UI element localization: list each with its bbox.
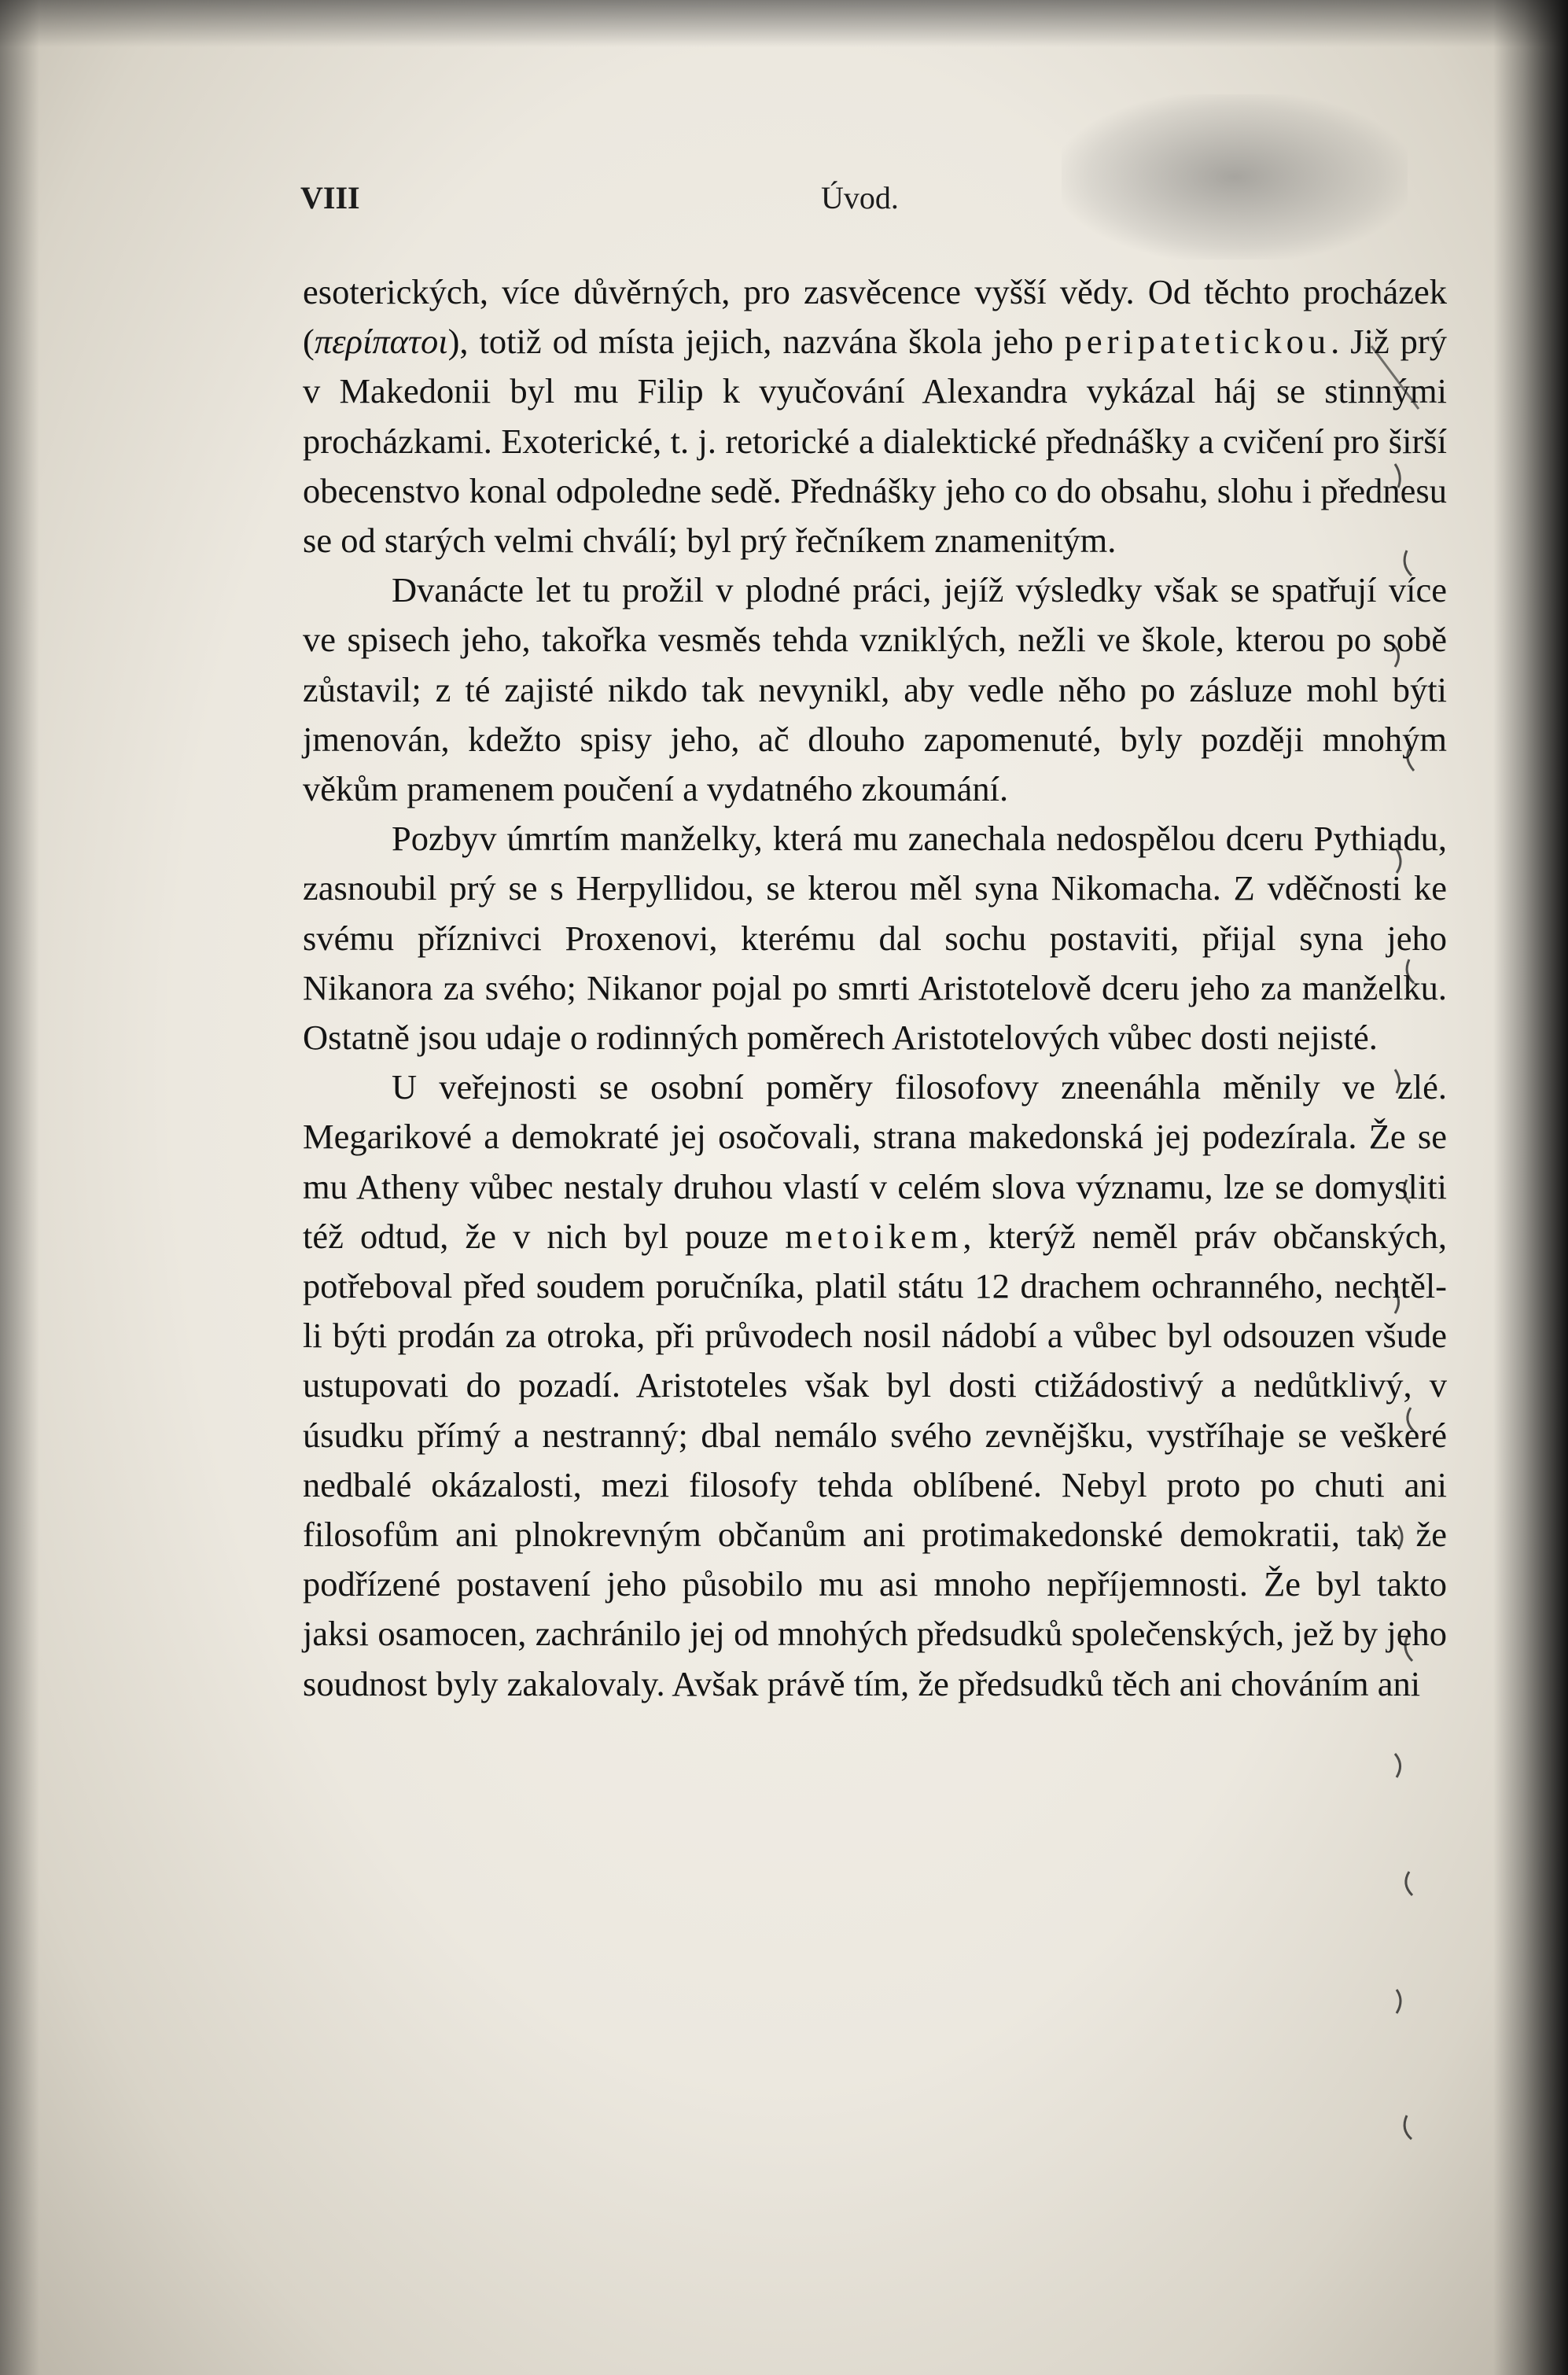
text-run: ), totiž od místa jejich, nazvána škola jeho [447, 322, 1065, 362]
spaced-emphasis: metoikem [785, 1216, 963, 1256]
text-run: . Již prý v Makedonii byl mu Filip k vyučování Alexandra vykázal háj se stinnými procházkami. Exoterické, t. j. retorické a dialektické přednášky a cvičení pro širší obecenstvo konal odpoledne sedě. Přednášky jeho co do obsahu, slohu i přednesu se od starých velmi chválí; byl prý řečníkem znamenitým. [303, 322, 1447, 561]
scan-shadow-left [0, 0, 39, 2375]
ink-bleed-smudge [1062, 94, 1408, 260]
greek-term: περίπατοι [314, 322, 448, 362]
text-run: , kterýž neměl práv občanských, potřeboval před soudem poručníka, platil státu 12 drachem ochranného, nechtěl-li býti prodán za otroka, při průvodech nosil nádobí a vůbec byl odsouzen všude ustupovati do pozadí. Aristoteles však byl dosti ctižádostivý a nedůtklivý, v úsudku přímý a nestranný; dbal nemálo svého zevnějšku, vystříhaje se veškeré nedbalé okázalosti, mezi filosofy tehda oblíbené. Nebyl proto po chuti ani filosofům ani plnokrevným občanům ani protimakedonské demokratii, tak že podřízené postavení jeho působilo mu asi mnoho nepříjemnosti. Že byl takto jaksi osamocen, zachránilo jej od mnohých předsudků společenských, jež by jeho soudnost byly zakalovaly. Avšak právě tím, že předsudků těch ani chováním ani [303, 1216, 1447, 1703]
paragraph-1 [303, 267, 1447, 565]
page-number: VIII [300, 180, 360, 215]
spaced-emphasis: peripatetickou [1064, 322, 1331, 362]
running-title: Úvod. [821, 180, 899, 215]
body-text [303, 267, 1447, 1709]
text-run: Pozbyv úmrtím manželky, která mu zanechala nedospělou dceru Pythiadu, zasnoubil prý se s Herpyllidou, se kterou měl syna Nikomacha. Z vděčnosti ke svému příznivci Proxenovi, kterému dal sochu postaviti, přijal syna jeho Nikanora za svého; Nikanor pojal po smrti Aristotelově dceru jeho za manželku. Ostatně jsou udaje o rodinných poměrech Aristotelových vůbec dosti nejisté. [303, 819, 1447, 1058]
text-run: Dvanácte let tu prožil v plodné práci, jejíž výsledky však se spatřují více ve spisech jeho, takořka vesměs tehda vzniklých, nežli ve škole, kterou po sobě zůstavil; z té zajisté nikdo tak nevynikl, aby vedle něho po zásluze mohl býti jmenován, kdežto spisy jeho, ač dlouho zapomenuté, byly později mnohým věkům pramenem poučení a vydatného zkoumání. [303, 570, 1447, 809]
paragraph-2 [303, 565, 1447, 814]
paragraph-3 [303, 814, 1447, 1062]
scan-shadow-top [0, 0, 1568, 47]
text-run: esoterických, více důvěrných, pro zasvěcence vyšší vědy. Od těchto procházek ( [303, 272, 1447, 362]
paragraph-4 [303, 1062, 1447, 1709]
running-header [300, 179, 1448, 226]
text-run: U veřejnosti se osobní poměry filosofovy zneenáhla měnily ve zlé. Megarikové a demokraté jej osočovali, strana makedonská jej podezírala. Že se mu Atheny vůbec nestaly druhou vlastí v celém slova významu, lze se domysliti též odtud, že v nich byl pouze [303, 1067, 1447, 1256]
